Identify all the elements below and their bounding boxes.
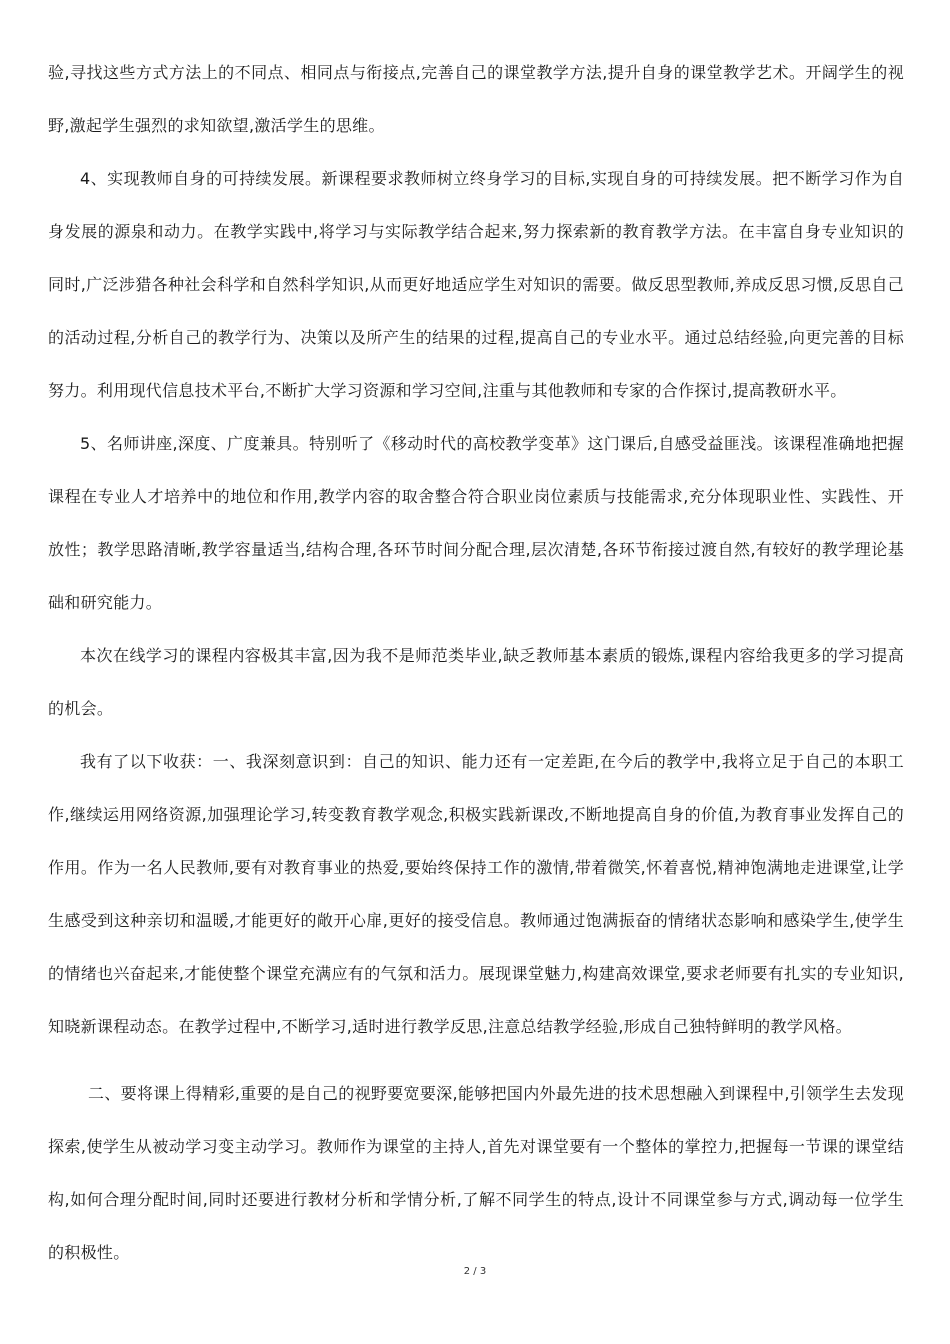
document-body (48, 46, 904, 1279)
paragraph-gains-one: 我有了以下收获：一、我深刻意识到：自己的知识、能力还有一定差距,在今后的教学中,我将立足于自己的本职工作,继续运用网络资源,加强理论学习,转变教育教学观念,积极实践新课改,不断地提高自身的价值,为教育事业发挥自己的作用。作为一名人民教师,要有对教育事业的热爱,要始终保持工作的激情,带着微笑,怀着喜悦,精神饱满地走进课堂,让学生感受到这种亲切和温暖,才能更好的敞开心扉,更好的接受信息。教师通过饱满振奋的情绪状态影响和感染学生,使学生的情绪也兴奋起来,才能使整个课堂充满应有的气氛和活力。展现课堂魅力,构建高效课堂,要求老师要有扎实的专业知识,知晓新课程动态。在教学过程中,不断学习,适时进行教学反思,注意总结教学经验,形成自己独特鲜明的教学风格。 (48, 752, 904, 1036)
paragraph-continuation: 验,寻找这些方式方法上的不同点、相同点与衔接点,完善自己的课堂教学方法,提升自身的课堂教学艺术。开阔学生的视野,激起学生强烈的求知欲望,激活学生的思维。 (48, 63, 904, 135)
paragraph-online-study: 本次在线学习的课程内容极其丰富,因为我不是师范类毕业,缺乏教师基本素质的锻炼,课程内容给我更多的学习提高的机会。 (48, 646, 904, 718)
paragraph-item-5: 5、名师讲座,深度、广度兼具。特别听了《移动时代的高校教学变革》这门课后,自感受益匪浅。该课程准确地把握课程在专业人才培养中的地位和作用,教学内容的取舍整合符合职业岗位素质与技能需求,充分体现职业性、实践性、开放性；教学思路清晰,教学容量适当,结构合理,各环节时间分配合理,层次清楚,各环节衔接过渡自然,有较好的教学理论基础和研究能力。 (48, 434, 904, 612)
paragraph-gains-two: 二、要将课上得精彩,重要的是自己的视野要宽要深,能够把国内外最先进的技术思想融入到课程中,引领学生去发现探索,使学生从被动学习变主动学习。教师作为课堂的主持人,首先对课堂要有一个整体的掌控力,把握每一节课的课堂结构,如何合理分配时间,同时还要进行教材分析和学情分析,了解不同学生的特点,设计不同课堂参与方式,调动每一位学生的积极性。 (48, 1084, 904, 1262)
page-number: 2 / 3 (463, 1266, 487, 1277)
paragraph-item-4: 4、实现教师自身的可持续发展。新课程要求教师树立终身学习的目标,实现自身的可持续发展。把不断学习作为自身发展的源泉和动力。在教学实践中,将学习与实际教学结合起来,努力探索新的教育教学方法。在丰富自身专业知识的同时,广泛涉猎各种社会科学和自然科学知识,从而更好地适应学生对知识的需要。做反思型教师,养成反思习惯,反思自己的活动过程,分析自己的教学行为、决策以及所产生的结果的过程,提高自己的专业水平。通过总结经验,向更完善的目标努力。利用现代信息技术平台,不断扩大学习资源和学习空间,注重与其他教师和专家的合作探讨,提高教研水平。 (48, 169, 904, 400)
